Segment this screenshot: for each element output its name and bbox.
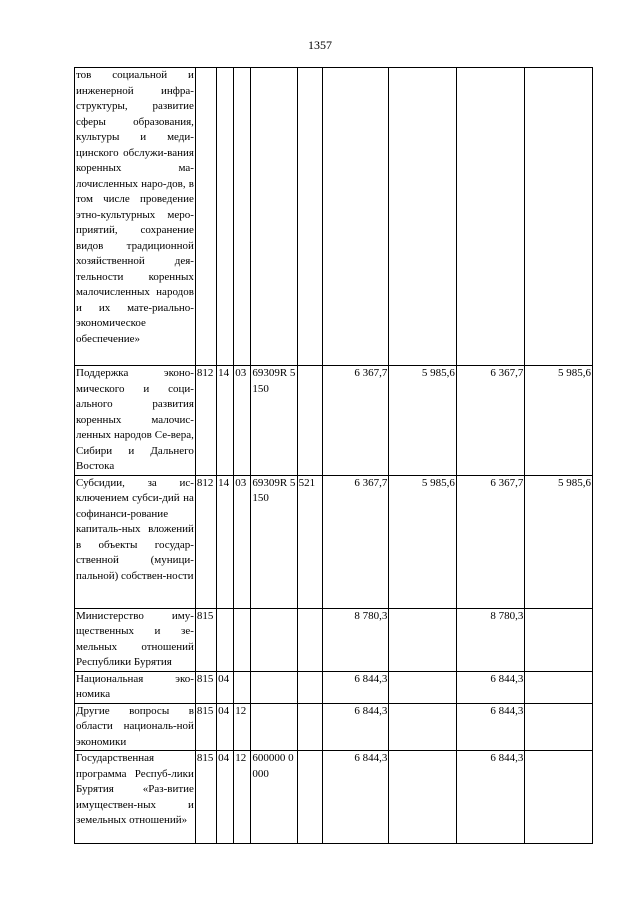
amount-cell: 8 780,3 bbox=[456, 608, 525, 671]
ministry-code-cell: 812 bbox=[195, 475, 216, 608]
expense-type-cell bbox=[297, 671, 322, 703]
amount-cell bbox=[456, 68, 525, 366]
expense-type-cell bbox=[297, 68, 322, 366]
target-code-cell bbox=[251, 608, 297, 671]
page-number: 1357 bbox=[308, 38, 332, 52]
target-code-cell bbox=[251, 68, 297, 366]
amount-cell bbox=[525, 751, 593, 844]
amount-cell: 6 367,7 bbox=[322, 366, 389, 476]
amount-cell: 5 985,6 bbox=[389, 475, 457, 608]
table-row bbox=[75, 475, 593, 608]
expense-name-cell: Субсидии, за ис-ключением субси-дий на софинанси-рование капиталь-ных вложений в объекты государ-ственной (муници-пальной) собствен-ности bbox=[75, 475, 196, 608]
table-row bbox=[75, 703, 593, 751]
expense-name-cell: Национальная эко-номика bbox=[75, 671, 196, 703]
amount-cell bbox=[525, 671, 593, 703]
ministry-code-cell: 812 bbox=[195, 366, 216, 476]
subsection-code-cell: 03 bbox=[234, 366, 251, 476]
expense-name-cell: тов социальной и инженерной инфра-структуры, развитие сферы образования, культуры и меди-цинского обслужи-вания коренных ма-лочисленных наро-дов, в том числе проведение этно-культурных меро-приятий, сохранение видов традиционной хозяйственной дея-тельности коренных малочисленных народов и их мате-риально-экономическое обеспечение» bbox=[75, 68, 196, 366]
amount-cell: 8 780,3 bbox=[322, 608, 389, 671]
expense-type-cell bbox=[297, 703, 322, 751]
amount-cell bbox=[525, 703, 593, 751]
amount-cell: 6 367,7 bbox=[456, 366, 525, 476]
amount-cell: 6 844,3 bbox=[322, 703, 389, 751]
target-code-cell: 69309R 5150 bbox=[251, 366, 297, 476]
subsection-code-cell: 03 bbox=[234, 475, 251, 608]
section-code-cell: 14 bbox=[217, 366, 234, 476]
amount-cell bbox=[389, 703, 457, 751]
amount-cell: 6 844,3 bbox=[322, 751, 389, 844]
table-row bbox=[75, 366, 593, 476]
section-code-cell bbox=[217, 68, 234, 366]
amount-cell: 6 367,7 bbox=[322, 475, 389, 608]
target-code-cell bbox=[251, 671, 297, 703]
target-code-cell: 69309R 5150 bbox=[251, 475, 297, 608]
expense-name-cell: Другие вопросы в области националь-ной экономики bbox=[75, 703, 196, 751]
amount-cell bbox=[389, 671, 457, 703]
amount-cell: 6 844,3 bbox=[456, 671, 525, 703]
subsection-code-cell bbox=[234, 671, 251, 703]
ministry-code-cell bbox=[195, 68, 216, 366]
expense-type-cell bbox=[297, 366, 322, 476]
subsection-code-cell: 12 bbox=[234, 703, 251, 751]
amount-cell bbox=[322, 68, 389, 366]
section-code-cell: 04 bbox=[217, 751, 234, 844]
section-code-cell bbox=[217, 608, 234, 671]
section-code-cell: 04 bbox=[217, 703, 234, 751]
amount-cell: 5 985,6 bbox=[389, 366, 457, 476]
amount-cell: 6 367,7 bbox=[456, 475, 525, 608]
ministry-code-cell: 815 bbox=[195, 608, 216, 671]
subsection-code-cell: 12 bbox=[234, 751, 251, 844]
amount-cell: 6 844,3 bbox=[456, 751, 525, 844]
expense-type-cell: 521 bbox=[297, 475, 322, 608]
table-row bbox=[75, 751, 593, 844]
expense-name-cell: Поддержка эконо-мического и соци-ального развития коренных малочис-ленных народов Се-вера, Сибири и Дальнего Востока bbox=[75, 366, 196, 476]
amount-cell: 6 844,3 bbox=[322, 671, 389, 703]
target-code-cell: 600000 0000 bbox=[251, 751, 297, 844]
expense-type-cell bbox=[297, 751, 322, 844]
table-row bbox=[75, 671, 593, 703]
amount-cell bbox=[389, 68, 457, 366]
expense-name-cell: Государственная программа Респуб-лики Бурятия «Раз-витие имуществен-ных и земельных отношений» bbox=[75, 751, 196, 844]
budget-table bbox=[74, 67, 593, 844]
section-code-cell: 14 bbox=[217, 475, 234, 608]
amount-cell bbox=[389, 751, 457, 844]
amount-cell bbox=[525, 608, 593, 671]
expense-type-cell bbox=[297, 608, 322, 671]
section-code-cell: 04 bbox=[217, 671, 234, 703]
target-code-cell bbox=[251, 703, 297, 751]
amount-cell: 6 844,3 bbox=[456, 703, 525, 751]
amount-cell: 5 985,6 bbox=[525, 475, 593, 608]
table-row bbox=[75, 608, 593, 671]
ministry-code-cell: 815 bbox=[195, 671, 216, 703]
subsection-code-cell bbox=[234, 68, 251, 366]
amount-cell bbox=[525, 68, 593, 366]
ministry-code-cell: 815 bbox=[195, 703, 216, 751]
amount-cell: 5 985,6 bbox=[525, 366, 593, 476]
expense-name-cell: Министерство иму-щественных и зе-мельных отношений Республики Бурятия bbox=[75, 608, 196, 671]
ministry-code-cell: 815 bbox=[195, 751, 216, 844]
amount-cell bbox=[389, 608, 457, 671]
subsection-code-cell bbox=[234, 608, 251, 671]
table-row bbox=[75, 68, 593, 366]
